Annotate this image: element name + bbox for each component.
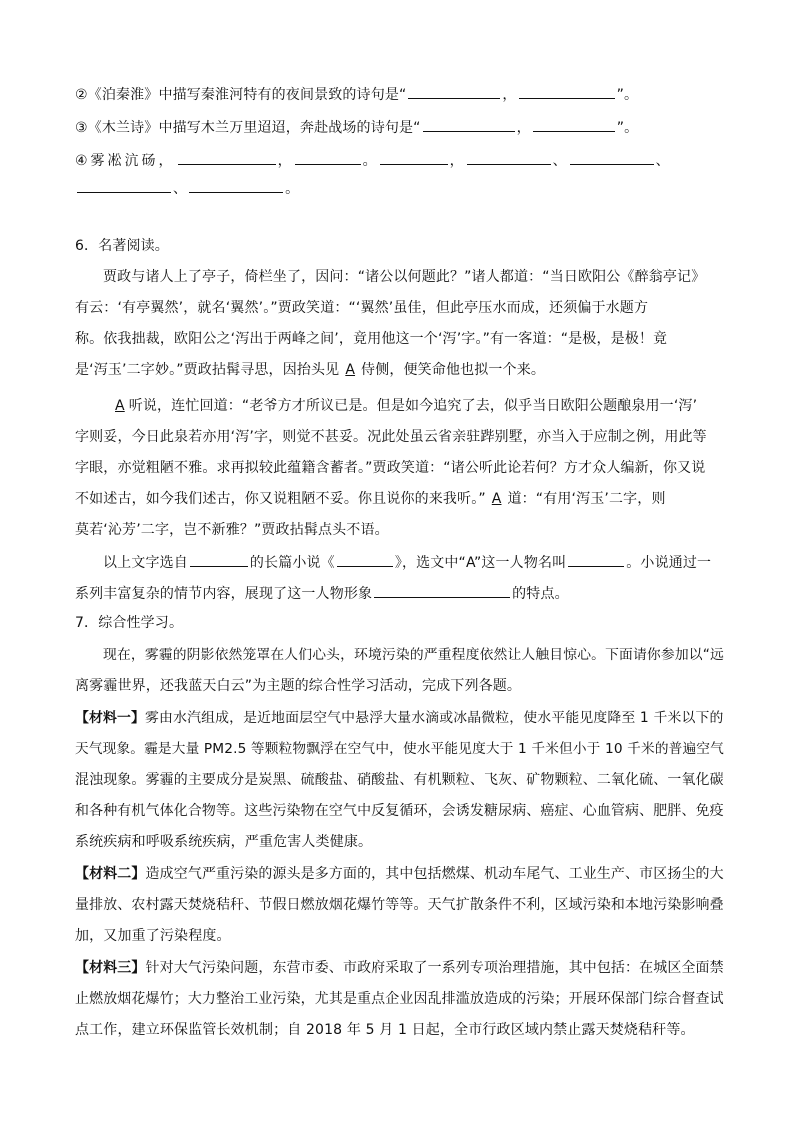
text: 针对大气污染问题，东营市委、市政府采取了一系列专项治理措施，其中包括：在城区全面禁 [145,960,724,976]
novel-title-blank[interactable] [337,551,393,567]
q6-para2-line2: 字则妥，今日此泉若亦用‘泻’字，则觉不甚妥。况此处虽云省亲驻跸别墅，亦当入于应制之例，用此等 [75,429,707,445]
poem-question-4 [75,149,671,171]
q7-intro-line2: 离雾霾世界，还我蓝天白云”为主题的综合性学习活动，完成下列各题。 [75,678,522,694]
answer-blank[interactable] [295,149,361,165]
answer-blank[interactable] [178,149,276,165]
q6-para2-line5: 莫若‘沁芳’二字，岂不新雅？”贾政拈髯点头不语。 [75,522,389,538]
text: 听说，连忙回道：“老爷方才所议已是。但是如今追究了去，似乎当日欧阳公题酿泉用一‘泻’ [128,398,698,414]
text: 是‘泻玉’二字妙。”贾政拈髯寻思，因抬头见 [75,362,340,378]
punct: ”。 [616,87,639,103]
q6-para1-line1: 贾政与诸人上了亭子，倚栏坐了，因问：“诸公以何题此？”诸人都道：“当日欧阳公《醉翁亭记》 [103,269,706,285]
punct: ， [502,87,517,103]
punct: ， [449,153,465,169]
material-1-line5: 系统疾病和呼吸系统疾病，严重危害人类健康。 [75,834,373,850]
answer-blank[interactable] [408,83,500,99]
text: 》，选文中“A”这一人物名叫 [394,555,567,571]
answer-blank[interactable] [519,83,615,99]
q7-intro-line1: 现在，雾霾的阴影依然笼罩在人们心头，环境污染的严重程度依然让人触目惊心。下面请你参加以“远 [103,647,724,663]
author-blank[interactable] [190,551,248,567]
answer-blank[interactable] [570,149,654,165]
character-a-marker: A [491,491,502,507]
punct: ， [277,153,293,169]
punct: 、 [655,153,671,169]
punct: 、 [552,153,568,169]
punct: 。 [362,153,378,169]
material-1-line1 [75,708,724,728]
answer-blank[interactable] [423,116,515,132]
punct: ， [516,120,531,136]
material-1-line3: 混浊现象。雾霾的主要成分是炭黑、硫酸盐、硝酸盐、有机颗粒、飞灰、矿物颗粒、二氧化硫、一氧化碳 [75,772,724,788]
material-2-line1 [75,864,724,884]
punct: 。 [285,181,300,197]
material-2-line2: 量排放、农村露天焚烧秸秆、节假日燃放烟花爆竹等等。天气扩散条件不利，区域污染和本地污染影响叠 [75,897,724,913]
poem-question-4-cont [75,177,299,199]
material-1-line4: 和各种有机气体化合物等。这些污染物在空气中反复循环，会诱发糖尿病、癌症、心血管病、肥胖、免疫 [75,803,724,819]
q6-para2-line1 [103,396,697,416]
text: 侍侧，便笑命他也拟一个来。 [361,362,545,378]
question-7-title: 7．综合性学习。 [75,615,184,631]
character-name-blank[interactable] [568,551,624,567]
q6-para2-line3: 字眼，亦觉粗陋不雅。求再拟较此蕴籍含蓄者。”贾政笑道：“诸公听此论若何？方才众人编新，你又说 [75,460,706,476]
text: 雾由水汽组成，是近地面层空气中悬浮大量水滴或冰晶微粒，使水平能见度降至 1 千米以下的 [145,710,724,726]
poem-q4-prompt: ④雾凇沆砀， [75,153,176,169]
question-6-title: 6．名著阅读。 [75,238,169,254]
poem-question-3 [75,116,638,138]
text: 系列丰富复杂的情节内容，展现了这一人物形象 [75,586,373,602]
text: 的特点。 [512,586,569,602]
character-a-marker: A [115,398,125,414]
text: 造成空气严重污染的源头是多方面的，其中包括燃煤、机动车尾气、工业生产、市区扬尘的大 [145,866,724,882]
answer-blank[interactable] [189,177,283,193]
text: 的长篇小说《 [249,555,335,571]
material-3-label: 【材料三】 [75,960,146,976]
punct: ”。 [616,120,639,136]
poem-question-2 [75,83,638,105]
character-a-marker: A [345,362,356,378]
q6-question-line2 [75,582,569,604]
text: 不如述古，如今我们述古，你又说粗陋不妥。你且说你的来我听。” [75,491,486,507]
material-3-line1 [75,958,724,978]
material-1-label: 【材料一】 [75,710,146,726]
answer-blank[interactable] [77,177,171,193]
trait-blank[interactable] [374,582,510,598]
answer-blank[interactable] [380,149,448,165]
poem-q3-prompt: ③《木兰诗》中描写木兰万里迢迢，奔赴战场的诗句是“ [75,120,421,136]
answer-blank[interactable] [467,149,551,165]
material-2-line3: 加，又加重了污染程度。 [75,928,231,944]
material-3-line2: 止燃放烟花爆竹；大力整治工业污染，尤其是重点企业因乱排滥放造成的污染；开展环保部门综合督查试 [75,991,724,1007]
text: 道：“有用‘泻玉’二字，则 [507,491,666,507]
q6-para1-line4 [75,360,545,380]
punct: 、 [173,181,188,197]
answer-blank[interactable] [533,116,615,132]
q6-para2-line4 [75,489,666,509]
q6-question-line1 [103,551,711,573]
text: 。小说通过一 [626,555,712,571]
q6-para1-line3: 称。依我拙裁，欧阳公之‘泻出于两峰之间’，竟用他这一个‘泻’字。”有一客道：“是极，是极！竟 [75,331,668,347]
material-2-label: 【材料二】 [75,866,146,882]
q6-para1-line2: 有云：‘有亭翼然’，就名‘翼然’。”贾政笑道：“‘翼然’虽佳，但此亭压水而成，还须偏于水题方 [75,300,649,316]
material-3-line3: 点工作，建立环保监管长效机制；自 2018 年 5 月 1 日起，全市行政区域内禁止露天焚烧秸秆等。 [75,1022,695,1038]
material-1-line2: 天气现象。霾是大量 PM2.5 等颗粒物飘浮在空气中，使水平能见度大于 1 千米但小于 10 千米的普遍空气 [75,741,724,757]
text: 以上文字选自 [103,555,188,571]
poem-q2-prompt: ②《泊秦淮》中描写秦淮河特有的夜间景致的诗句是“ [75,87,407,103]
